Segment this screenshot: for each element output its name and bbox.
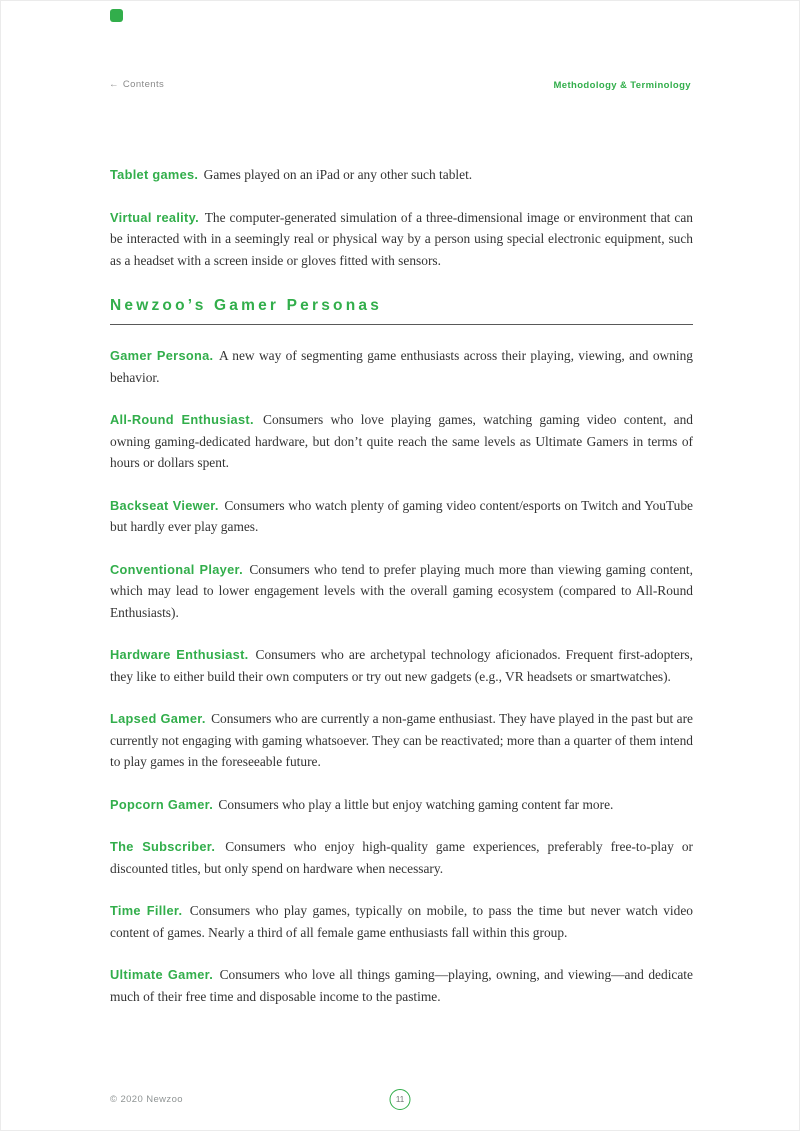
definition-text: The computer-generated simulation of a three-dimensional image or environment that can be interacted with in a seemingly real or physical way by a person using special electronic equipment, such as a headset with a screen inside or gloves fitted with sensors. [110,209,693,268]
persona-term: Ultimate Gamer. [110,967,214,982]
persona-text: Consumers who tend to prefer playing much more than viewing gaming content, which may lead to lower engagement levels with the overall gaming ecosystem (compared to All-Round Enthusiasts). [110,561,693,620]
persona-text: Consumers who play a little but enjoy watching gaming content far more. [218,796,614,812]
persona-entry [110,964,693,1007]
persona-term: The Subscriber. [110,839,216,854]
persona-entry [110,794,693,816]
definition-term: Tablet games. [110,167,199,182]
definition-entry [110,207,693,272]
persona-text: Consumers who watch plenty of gaming video content/esports on Twitch and YouTube but hardly ever play games. [110,497,694,534]
persona-entry [110,345,693,388]
persona-term: All-Round Enthusiast. [110,412,254,427]
persona-text: Consumers who love playing games, watching gaming video content, and owning gaming-dedicated hardware, but don’t quite reach the same levels as Ultimate Gamers in terms of hours or dollars spent. [110,412,693,470]
persona-term: Lapsed Gamer. [110,711,206,726]
persona-text: Consumers who are archetypal technology aficionados. Frequent first-adopters, they like to either build their own computers or try out new gadgets (e.g., VR headsets or smartwatches). [110,647,693,684]
main-content [110,164,693,1028]
persona-text: A new way of segmenting game enthusiasts across their playing, viewing, and owning behavior. [110,348,694,385]
section-divider [110,324,693,325]
persona-text: Consumers who enjoy high-quality game experiences, preferably free-to-play or discounted titles, but only spend on hardware when necessary. [110,839,693,876]
persona-entry [110,900,693,943]
page-number: 11 [395,1095,405,1104]
newzoo-logo-icon [110,9,123,22]
header-section-label: Methodology & Terminology [553,80,691,91]
persona-entry [110,409,693,474]
persona-text: Consumers who love all things gaming—playing, owning, and viewing—and dedicate much of their free time and disposable income to the pastime. [110,967,693,1004]
definition-entry [110,164,693,186]
contents-back-link[interactable] [109,79,164,90]
persona-entry [110,836,693,879]
contents-label: Contents [122,79,165,90]
persona-term: Hardware Enthusiast. [110,647,249,662]
persona-entry [110,559,693,624]
page-number-badge [390,1089,411,1110]
persona-entry [110,495,693,538]
definition-text: Games played on an iPad or any other such tablet. [203,167,473,182]
persona-text: Consumers who play games, typically on mobile, to pass the time but never watch video content of games. Nearly a third of all female game enthusiasts fall within this group. [110,903,693,940]
persona-entry [110,644,693,687]
definition-term: Virtual reality. [110,209,199,225]
persona-term: Time Filler. [110,903,183,918]
persona-term: Conventional Player. [110,561,243,577]
footer-copyright: © 2020 Newzoo [110,1094,183,1105]
persona-entry [110,708,693,773]
left-arrow-icon: ← [109,79,119,90]
persona-text: Consumers who are currently a non-game enthusiast. They have played in the past but are currently not engaging with gaming whatsoever. They can be reactivated; more than a quarter of them intend to play games in the foreseeable future. [110,711,693,769]
persona-term: Popcorn Gamer. [110,796,214,812]
section-title: Newzoo’s Gamer Personas [110,297,383,314]
persona-term: Backseat Viewer. [110,497,219,513]
persona-term: Gamer Persona. [110,348,214,363]
